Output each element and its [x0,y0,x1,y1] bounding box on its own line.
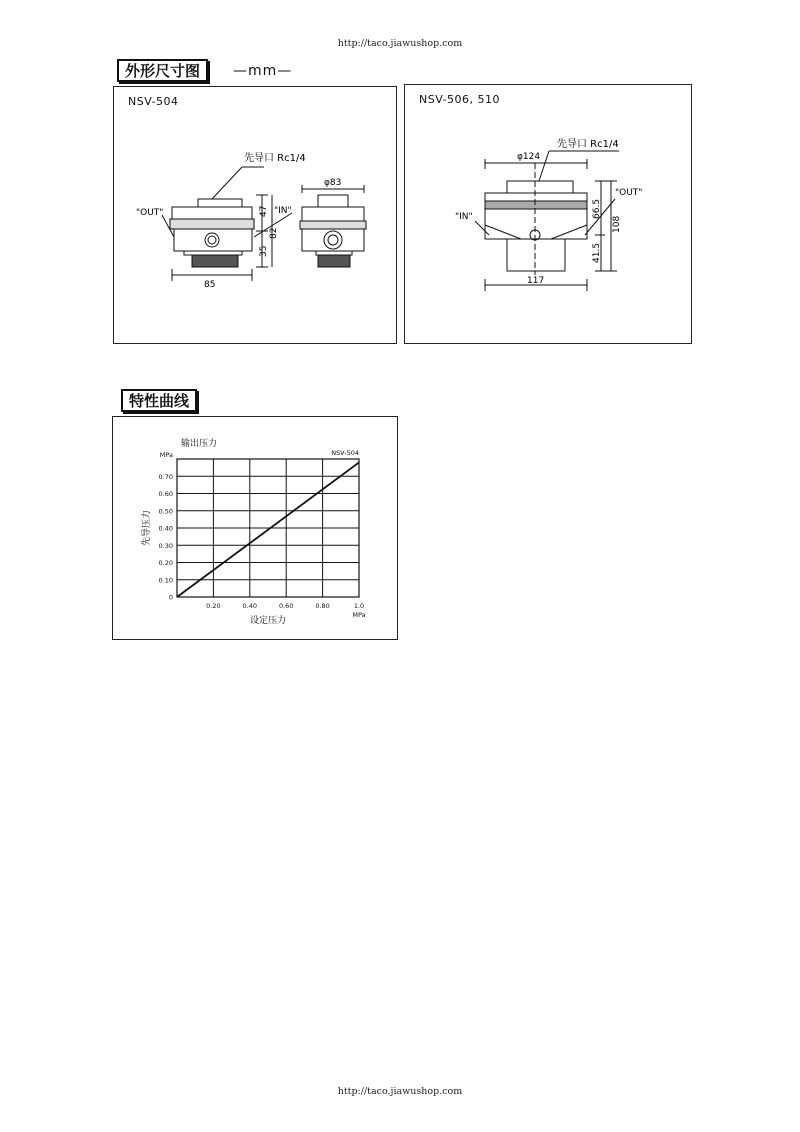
series-label: NSV-504 [331,449,359,457]
x-unit-label: MPa [352,611,366,619]
y-tick-label: 0.20 [158,559,173,567]
dim-35: 35 [259,245,269,257]
y-tick-label: 0.70 [158,472,173,481]
header-url: http://taco.jiawushop.com [337,38,463,49]
drawing-panel-nsv-504 [113,86,397,344]
dim-41-5: 41.5 [592,242,602,263]
y-axis-label: 先导压力 [142,509,152,547]
chart-title: 输出压力 [181,439,218,449]
curve-section-title: 特性曲线 [121,389,197,412]
front-knurl [192,255,238,267]
y-tick-label: 0.40 [158,524,173,533]
out-port-label: "OUT" [615,188,643,198]
x-tick-label: 0.80 [315,602,330,610]
dim-47: 47 [259,205,269,217]
characteristic-chart [113,417,397,639]
dimensions-section-title: 外形尺寸图 [117,59,208,82]
dim-66-5: 66.5 [592,198,602,219]
dim-phi83: φ83 [324,178,342,188]
x-tick-label: 1.0 [353,602,365,610]
unit-label: —mm— [233,63,293,79]
side-port [324,231,342,249]
bottom-body [507,239,565,271]
x-tick-label: 0.20 [206,602,221,610]
x-tick-label: 0.60 [278,602,294,610]
nsv-504-drawing [114,87,396,343]
out-port-label: "OUT" [136,208,164,218]
y-tick-label: 0.60 [158,490,173,498]
y-tick-label: 0.50 [158,507,173,516]
dim-108: 108 [612,215,622,233]
pilot-port-label: 先导口 Rc1/4 [557,139,619,150]
y-tick-label: 0.10 [158,576,173,585]
front-port [205,233,219,247]
dim-82: 82 [269,227,279,239]
y-tick-label: 0 [168,593,173,602]
footer-url: http://taco.jiawushop.com [337,1086,463,1097]
x-axis-label: 设定压力 [249,616,287,626]
x-tick-label: 0.40 [242,602,258,610]
model-label: NSV-506, 510 [419,93,501,106]
y-unit-label: MPa [159,451,173,459]
nsv-506-510-drawing [405,85,691,343]
dim-phi124: φ124 [517,152,541,162]
side-knurl [318,255,350,267]
y-tick-label: 0.30 [158,541,173,550]
pilot-port-label: 先导口 Rc1/4 [244,153,306,164]
drawing-panel-nsv-506-510 [404,84,692,344]
series-line [177,462,359,597]
in-port-label: "IN" [455,212,473,222]
model-label: NSV-504 [128,95,179,108]
chart-panel [112,416,398,640]
in-port-label: "IN" [274,206,292,216]
dim-117: 117 [527,276,545,286]
dim-85: 85 [204,280,216,290]
